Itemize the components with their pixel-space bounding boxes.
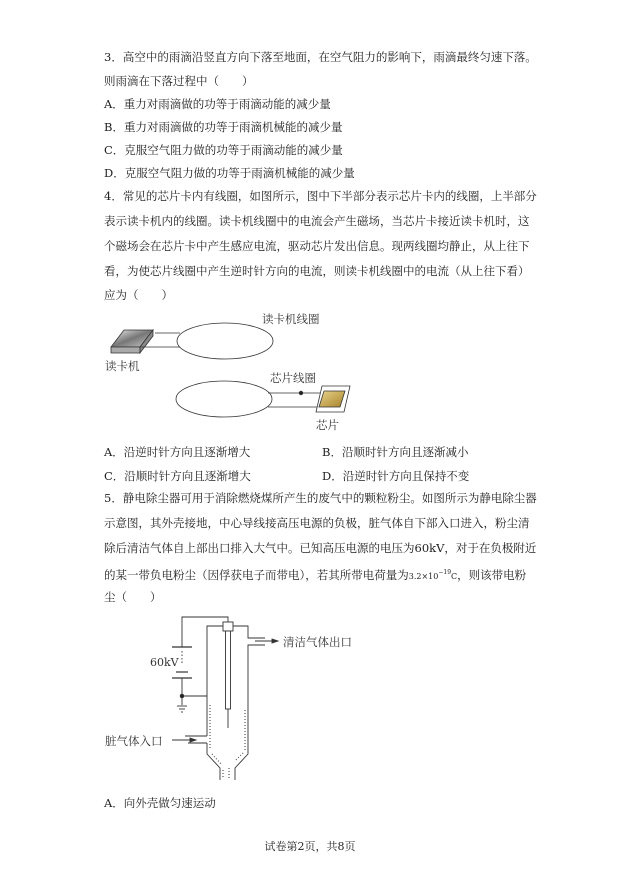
electrostatic-precipitator-figure xyxy=(172,617,278,780)
q5-text: ，则该带电粉 xyxy=(457,567,527,582)
charge-unit: C xyxy=(451,571,458,581)
q5-text: 的某一带负电粉尘（因俘获电子而带电），若其所带电荷量为 xyxy=(104,567,409,582)
center-electrode xyxy=(226,631,231,709)
q4-stem-line: 看，为使芯片线圈中产生逆时针方向的电流，则读卡机线圈中的电流（从上往下看） xyxy=(104,264,530,278)
label-chip: 芯片 xyxy=(316,418,339,432)
q4-stem-line: 个磁场会在芯片卡中产生感应电流，驱动芯片发出信息。现两线圈均静止，从上往下 xyxy=(104,239,530,253)
q5-stem-line: 5．静电除尘器可用于消除燃烧煤所产生的废气中的颗粒粉尘。如图所示为静电除尘器 xyxy=(104,491,537,505)
page-footer: 试卷第2页，共8页 xyxy=(264,840,356,853)
charge-exponent: −19 xyxy=(438,569,452,576)
label-reader: 读卡机 xyxy=(105,359,140,373)
q3-option-b: B．重力对雨滴做的功等于雨滴机械能的减少量 xyxy=(104,120,343,134)
label-voltage: 60kV xyxy=(150,656,179,669)
q5-stem-line: 示意图，其外壳接地，中心导线接高压电源的负极，脏气体自下部入口进入，粉尘清 xyxy=(104,516,530,530)
shell-left xyxy=(207,626,265,736)
reader-coil xyxy=(177,323,273,359)
q3-option-c: C．克服空气阻力做的功等于雨滴动能的减少量 xyxy=(104,143,343,157)
charge-value: 3.2×10 xyxy=(408,571,439,581)
q3-option-a: A．重力对雨滴做的功等于雨滴动能的减少量 xyxy=(104,97,331,111)
q4-option-c: C．沿顺时针方向且逐渐增大 xyxy=(104,469,251,483)
q5-option-a: A．向外壳做匀速运动 xyxy=(104,796,216,810)
label-inlet: 脏气体入口 xyxy=(105,734,163,748)
q4-stem-line: 应为（ ） xyxy=(104,288,173,302)
q4-option-d: D．沿逆时针方向且保持不变 xyxy=(322,469,470,483)
label-chip-coil: 芯片线圈 xyxy=(270,371,316,385)
q4-stem-line: 表示读卡机内的线圈。读卡机线圈中的电流会产生磁场，当芯片卡接近读卡机时，这 xyxy=(104,214,530,228)
q5-stem-line xyxy=(104,566,526,584)
chip xyxy=(319,391,345,407)
q4-option-b: B．沿顺时针方向且逐渐减小 xyxy=(322,445,469,459)
q4-option-a: A．沿逆时针方向且逐渐增大 xyxy=(104,445,251,459)
chip-coil xyxy=(176,381,272,417)
label-reader-coil: 读卡机线圈 xyxy=(262,312,320,326)
label-outlet: 清洁气体出口 xyxy=(283,635,352,649)
q3-stem-line: 3．高空中的雨滴沿竖直方向下落至地面，在空气阻力的影响下，雨滴最终匀速下落。 xyxy=(104,50,537,64)
q3-stem-line: 则雨滴在下落过程中（ ） xyxy=(104,74,254,88)
q5-stem-line: 除后清洁气体自上部出口排入大气中。已知高压电源的电压为60kV，对于在负极附近 xyxy=(104,541,537,555)
q4-stem-line: 4．常见的芯片卡内有线圈，如图所示，图中下半部分表示芯片卡内的线圈，上半部分 xyxy=(104,189,537,203)
q5-stem-line: 尘（ ） xyxy=(104,590,162,604)
q3-option-d: D．克服空气阻力做的功等于雨滴机械能的减少量 xyxy=(104,166,355,180)
shell-right xyxy=(235,645,265,780)
